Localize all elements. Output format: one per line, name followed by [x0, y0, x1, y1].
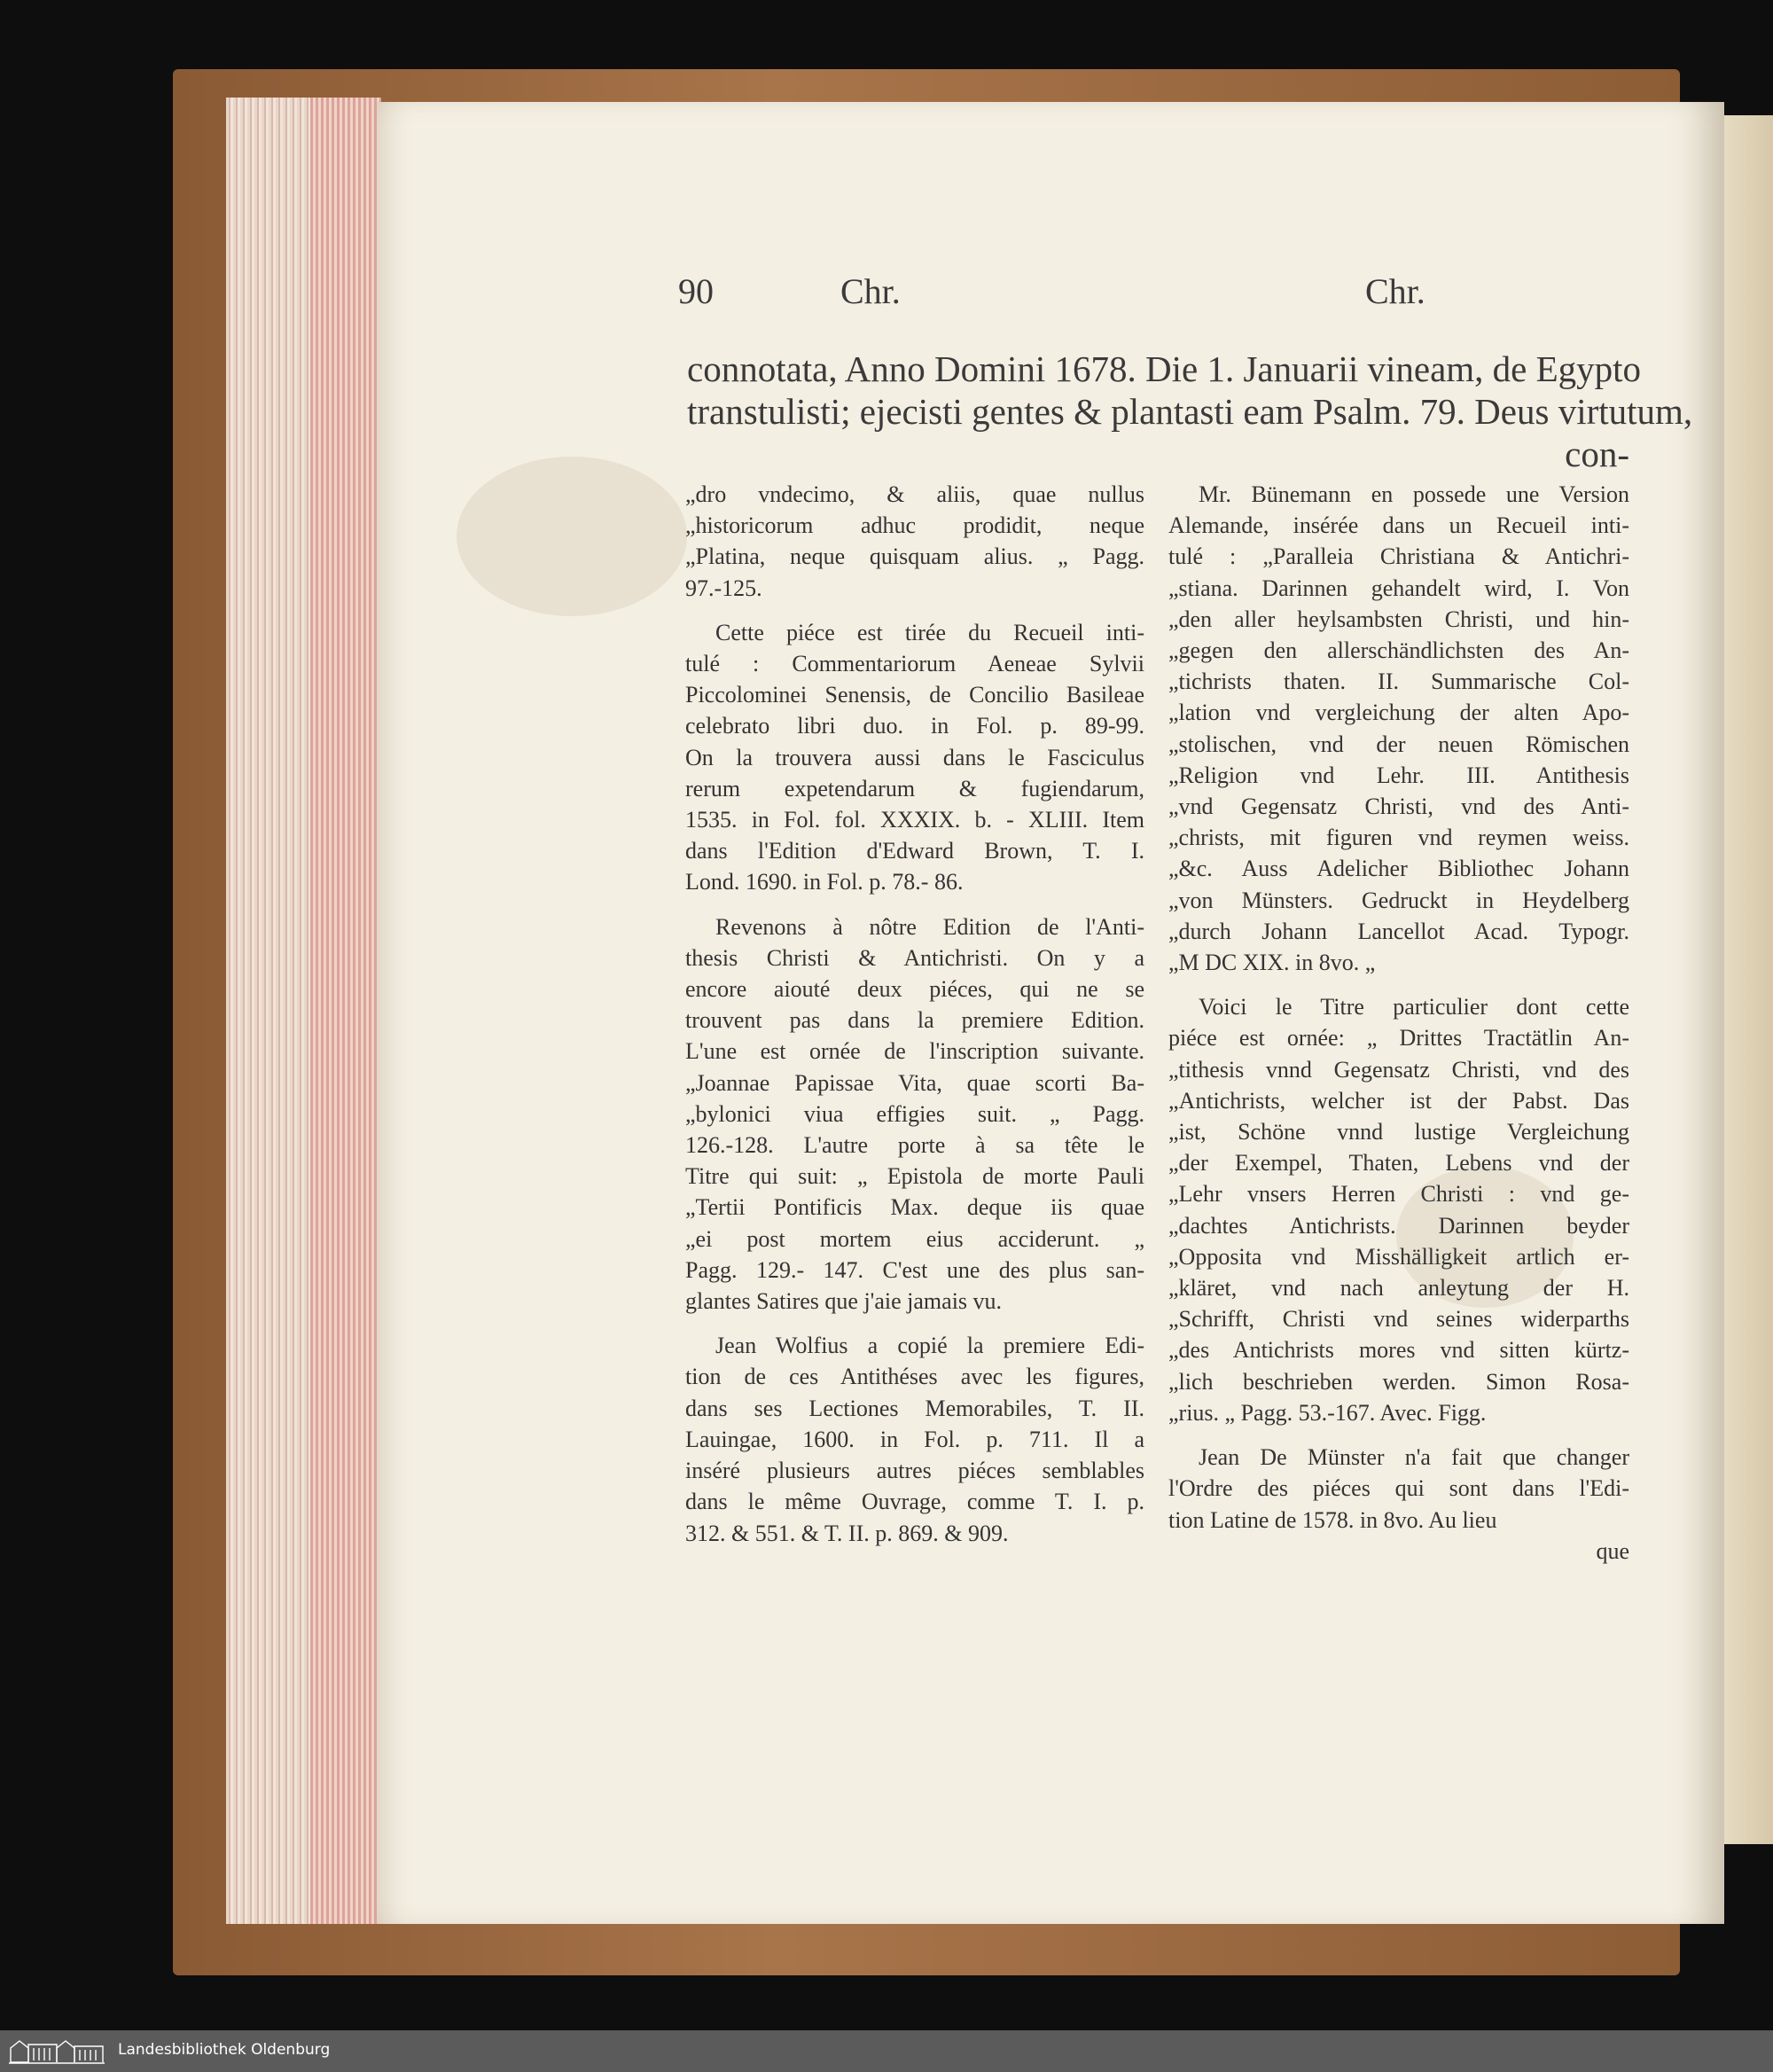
- text-line: „lation vnd vergleichung der alten Apo-: [1168, 700, 1629, 726]
- text-line: „des Antichrists mores vnd sitten kürtz-: [1168, 1337, 1629, 1364]
- text-line: trouvent pas dans la premiere Edition.: [685, 1007, 1144, 1034]
- text-line: Cette piéce est tirée du Recueil inti-: [715, 619, 1144, 645]
- text-line: „stolischen, vnd der neuen Römischen: [1168, 731, 1629, 757]
- page-edges: [226, 98, 381, 1924]
- text-line: encore aiouté deux piéces, qui ne se: [685, 976, 1144, 1003]
- text-line: thesis Christi & Antichristi. On y a: [685, 944, 1144, 971]
- library-name: Landesbibliothek Oldenburg: [118, 2041, 331, 2059]
- library-logo-icon: [7, 2036, 106, 2066]
- text-line: „christs, mit figuren vnd reymen weiss.: [1168, 825, 1629, 851]
- text-line: Lond. 1690. in Fol. p. 78.- 86.: [685, 869, 964, 895]
- paragraph: [685, 911, 1144, 1317]
- text-line: „Antichrists, welcher ist der Pabst. Das: [1168, 1087, 1629, 1114]
- text-line: Titre qui suit: „ Epistola de morte Pauli: [685, 1163, 1144, 1190]
- text-line: „Tertii Pontificis Max. deque iis quae: [685, 1194, 1144, 1221]
- text-line: On la trouvera aussi dans le Fasciculus: [685, 744, 1144, 770]
- text-line: con-: [1565, 434, 1629, 474]
- right-column: [1168, 479, 1629, 1564]
- text-line: „bylonici viua effigies suit. „ Pagg.: [685, 1100, 1144, 1127]
- text-line: „von Münsters. Gedruckt in Heydelberg: [1168, 887, 1629, 913]
- text-line: tion Latine de 1578. in 8vo. Au lieu: [1168, 1506, 1497, 1533]
- text-line: celebrato libri duo. in Fol. p. 89-99.: [685, 713, 1144, 739]
- text-line: Revenons à nôtre Edition de l'Anti-: [715, 913, 1144, 940]
- left-column: [685, 479, 1144, 1562]
- text-line: „lich beschrieben werden. Simon Rosa-: [1168, 1368, 1629, 1395]
- catchword: que: [1596, 1537, 1629, 1564]
- text-line: tulé : „Paralleia Christiana & Antichri-: [1168, 543, 1629, 570]
- text-line: piéce est ornée: „ Drittes Tractätlin An-: [1168, 1025, 1629, 1052]
- paper-stain: [457, 457, 687, 616]
- text-line: „rius. „ Pagg. 53.-167. Avec. Figg.: [1168, 1399, 1487, 1426]
- text-line: dans ses Lectiones Memorabiles, T. II.: [685, 1395, 1144, 1421]
- text-line: Voici le Titre particulier dont cette: [1199, 994, 1629, 1020]
- text-line: „M DC XIX. in 8vo. „: [1168, 950, 1376, 976]
- text-line: „der Exempel, Thaten, Lebens vnd der: [1168, 1150, 1629, 1177]
- text-line: glantes Satires que j'aie jamais vu.: [685, 1288, 1003, 1315]
- text-line: L'une est ornée de l'inscription suivante.: [685, 1038, 1144, 1065]
- running-head-left: Chr.: [840, 271, 901, 311]
- text-line: „durch Johann Lancellot Acad. Typogr.: [1168, 918, 1629, 944]
- text-line: Jean Wolfius a copié la premiere Edi-: [715, 1333, 1144, 1359]
- text-line: „vnd Gegensatz Christi, vnd des Anti-: [1168, 794, 1629, 820]
- page-header: [0, 270, 1773, 324]
- text-line: „gegen den allerschändlichsten des An-: [1168, 637, 1629, 664]
- text-line: Piccolominei Senensis, de Concilio Basileae: [685, 682, 1144, 708]
- text-line: „tichrists thaten. II. Summarische Col-: [1168, 669, 1629, 695]
- paragraph: [685, 479, 1144, 604]
- text-line: „ist, Schöne vnnd lustige Vergleichung: [1168, 1119, 1629, 1145]
- text-line: tion de ces Antithéses avec les figures,: [685, 1364, 1144, 1390]
- text-line: „Joannae Papissae Vita, quae scorti Ba-: [685, 1069, 1144, 1096]
- text-line: „tithesis vnnd Gegensatz Christi, vnd des: [1168, 1056, 1629, 1083]
- running-head-right: Chr.: [1365, 271, 1425, 311]
- text-line: Jean De Münster n'a fait que changer: [1199, 1444, 1629, 1471]
- text-line: inséré plusieurs autres piéces semblables: [685, 1458, 1144, 1484]
- text-line: connotata, Anno Domini 1678. Die 1. Januarii vineam, de Egypto: [687, 348, 1642, 389]
- text-line: transtulisti; ejecisti gentes & plantasti eam Psalm. 79. Deus virtutum,: [687, 391, 1693, 432]
- text-line: Lauingae, 1600. in Fol. p. 711. Il a: [685, 1426, 1144, 1452]
- text-line: „dro vndecimo, & aliis, quae nullus: [685, 481, 1144, 507]
- paragraph: [1168, 479, 1629, 978]
- text-line: „ei post mortem eius acciderunt. „: [685, 1225, 1144, 1252]
- paragraph: [1168, 1442, 1629, 1536]
- paragraph: [685, 1330, 1144, 1548]
- text-line: „Lehr vnsers Herren Christi : vnd ge-: [1168, 1181, 1629, 1208]
- text-line: tulé : Commentariorum Aeneae Sylvii: [685, 651, 1144, 677]
- text-line: 312. & 551. & T. II. p. 869. & 909.: [685, 1520, 1009, 1546]
- text-line: l'Ordre des piéces qui sont dans l'Edi-: [1168, 1475, 1629, 1502]
- text-line: „&c. Auss Adelicher Bibliothec Johann: [1168, 856, 1629, 882]
- text-line: „Platina, neque quisquam alius. „ Pagg.: [685, 543, 1144, 570]
- text-line: „den aller heylsambsten Christi, und hin-: [1168, 606, 1629, 632]
- text-line: 126.-128. L'autre porte à sa tête le: [685, 1132, 1144, 1159]
- text-line: dans le même Ouvrage, comme T. I. p.: [685, 1489, 1144, 1515]
- text-line: Alemande, insérée dans un Recueil inti-: [1168, 512, 1629, 539]
- text-line: „historicorum adhuc prodidit, neque: [685, 512, 1144, 539]
- viewer-footer: [0, 2030, 1773, 2072]
- text-line: „dachtes Antichrists. Darinnen beyder: [1168, 1212, 1629, 1239]
- full-width-text: [687, 348, 1693, 475]
- text-line: Pagg. 129.- 147. C'est une des plus san-: [685, 1256, 1144, 1283]
- text-line: 1535. in Fol. fol. XXXIX. b. - XLIII. Item: [685, 807, 1144, 833]
- text-line: dans l'Edition d'Edward Brown, T. I.: [685, 838, 1144, 864]
- text-line: Mr. Bünemann en possede une Version: [1199, 481, 1629, 507]
- text-line: rerum expetendarum & fugiendarum,: [685, 775, 1144, 801]
- paragraph: [1168, 991, 1629, 1428]
- text-line: „stiana. Darinnen gehandelt wird, I. Von: [1168, 575, 1629, 601]
- text-line: „kläret, vnd nach anleytung der H.: [1168, 1275, 1629, 1302]
- text-line: „Religion vnd Lehr. III. Antithesis: [1168, 762, 1629, 788]
- page-number: 90: [678, 271, 714, 311]
- paragraph: [685, 617, 1144, 898]
- text-line: „Schrifft, Christi vnd seines widerparths: [1168, 1306, 1629, 1333]
- text-line: „Opposita vnd Misshälligkeit artlich er-: [1168, 1243, 1629, 1270]
- text-line: 97.-125.: [685, 575, 762, 601]
